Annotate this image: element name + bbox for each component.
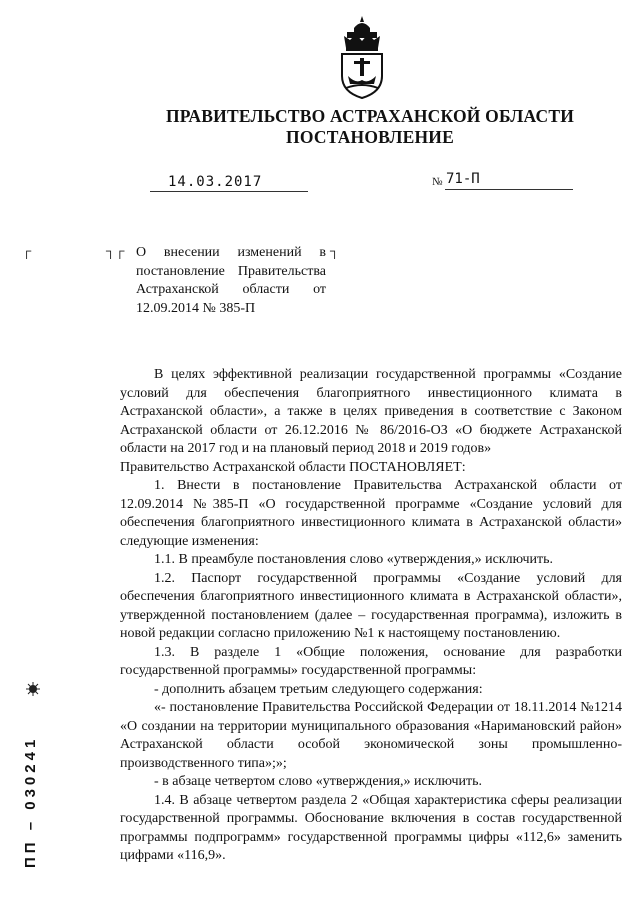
government-name: ПРАВИТЕЛЬСТВО АСТРАХАНСКОЙ ОБЛАСТИ xyxy=(165,106,575,126)
document-number: 71-П xyxy=(446,171,480,187)
corner-mark-subject-start: ┐┌ xyxy=(106,243,125,258)
corner-mark-subject-end: ┐ xyxy=(330,243,340,258)
number-sign: № xyxy=(432,176,443,188)
number-underline xyxy=(445,189,573,190)
document-subject: О внесении изменений в постановление Правительства Астраханской области от 12.09.2014 № 385-П xyxy=(136,245,326,316)
body-paragraph: 1. Внести в постановление Правительства Астраханской области от 12.09.2014 №385-П «О государственной программе «Создание условий для обеспечения благоприятного инвестиционного климата в Астраханской области» следующие изменения: xyxy=(120,478,622,549)
document-body xyxy=(120,366,622,866)
stamp-emblem-icon xyxy=(26,682,40,696)
serial-number-stamp: ПП – 030241 xyxy=(22,735,39,868)
body-paragraph: 1.2. Паспорт государственной программы «Создание условий для обеспечения благоприятного инвестиционного климата в Астраханской области», утвержденной постановлением (далее – государственная программа), изложить в новой редакции согласно приложению №1 к настоящему постановлению. xyxy=(120,570,622,641)
document-type-title: ПОСТАНОВЛЕНИЕ xyxy=(286,127,454,147)
body-paragraph: В целях эффективной реализации государственной программы «Создание условий для обеспечения благоприятного инвестиционного климата в Астраханской области», а также в целях приведения в соответствие с Законом Астраханской области от 26.12.2016 № 86/2016-ОЗ «О бюджете Астраханской области на 2017 год и на плановый период 2018 и 2019 годов» xyxy=(120,367,622,456)
body-paragraph: - дополнить абзацем третьим следующего содержания: xyxy=(154,681,483,697)
body-paragraph: Правительство Астраханской области ПОСТАНОВЛЯЕТ: xyxy=(120,459,466,475)
body-paragraph: «- постановление Правительства Российской Федерации от 18.11.2014 №1214 «О создании на территории муниципального образования «Наримановский район» Астраханской области особой экономической зоны промышленно-производственного типа»;»; xyxy=(120,700,622,771)
coat-of-arms-emblem xyxy=(334,14,390,100)
body-paragraph: 1.1. В преамбуле постановления слово «утверждения,» исключить. xyxy=(154,552,554,567)
corner-mark-left: ┌ xyxy=(22,243,32,258)
document-date: 14.03.2017 xyxy=(168,174,263,190)
body-paragraph: - в абзаце четвертом слово «утверждения,» исключить. xyxy=(154,774,482,789)
body-paragraph: 1.4. В абзаце четвертом раздела 2 «Общая характеристика сферы реализации государственной программы. Обоснование включения в состав государственной программы подпрограмм» государственной программы цифры «112,6» заменить цифрами «116,9». xyxy=(120,792,622,863)
date-underline xyxy=(150,191,308,192)
body-paragraph: 1.3. В разделе 1 «Общие положения, основание для разработки государственной программы» государственной программы: xyxy=(120,644,622,678)
